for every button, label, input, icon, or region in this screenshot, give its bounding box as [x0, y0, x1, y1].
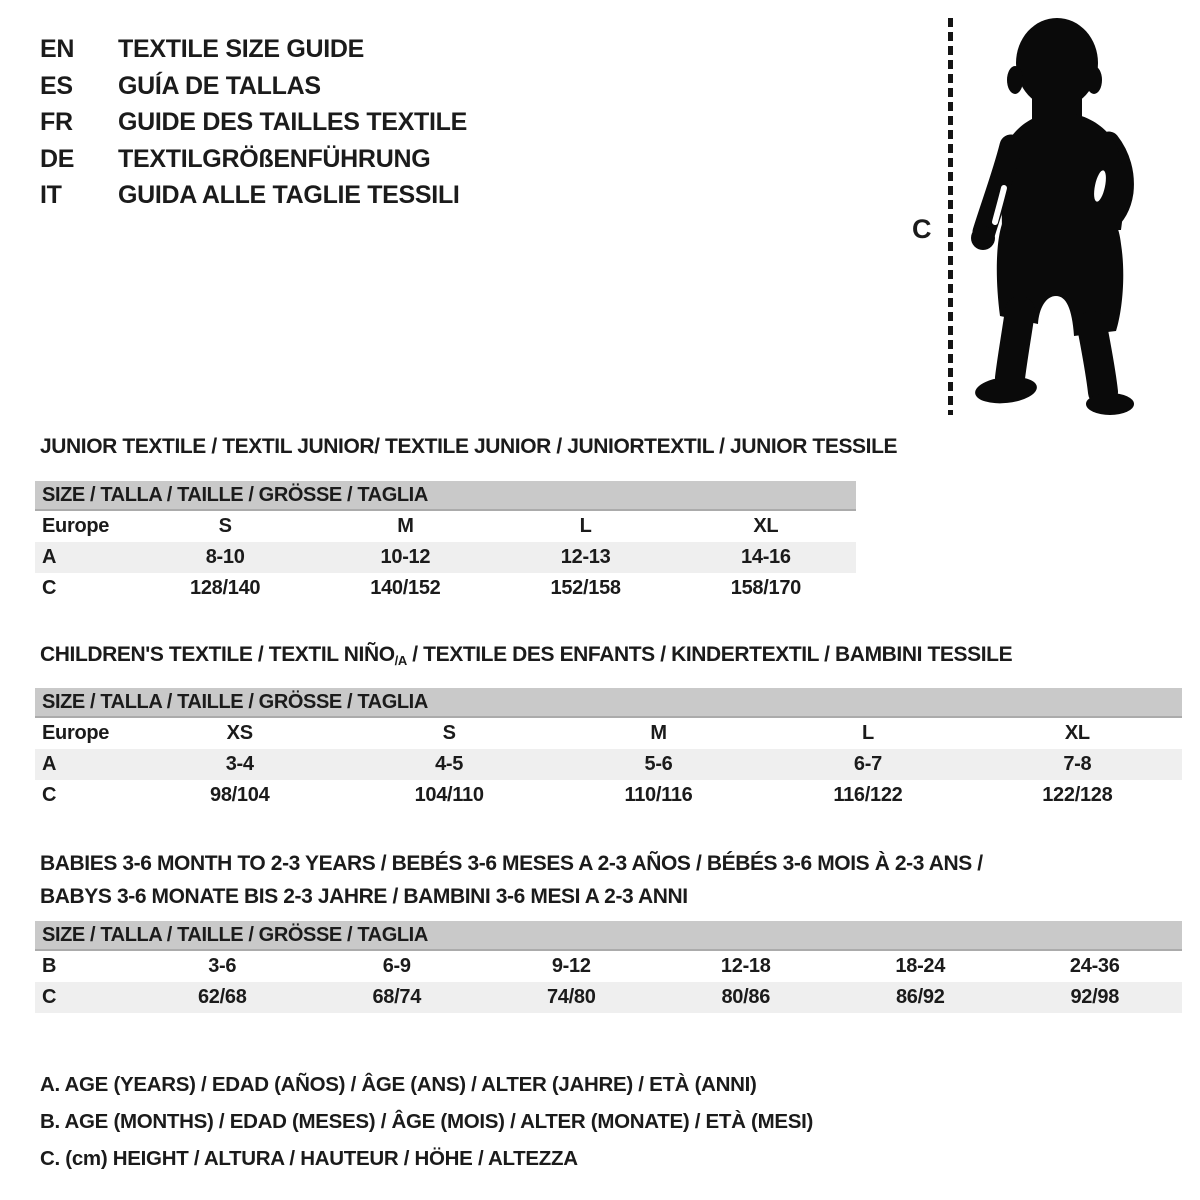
row-label: Europe	[42, 515, 110, 537]
silhouette-left-hand	[971, 226, 995, 250]
table-cell: 158/170	[730, 577, 801, 599]
section-title-line	[40, 430, 897, 463]
section-title-line	[40, 847, 983, 880]
toddler-silhouette	[970, 16, 1135, 420]
title-text: BABIES 3-6 MONTH TO 2-3 YEARS / BEBÉS 3-6 MESES A 2-3 AÑOS / BÉBÉS 3-6 MOIS À 2-3 ANS /	[40, 852, 983, 875]
section-title-junior	[40, 430, 897, 463]
language-code: FR	[40, 108, 73, 136]
title-text: CHILDREN'S TEXTILE / TEXTIL NIÑO	[40, 643, 395, 666]
table-cell: 128/140	[190, 577, 261, 599]
row-label: A	[42, 546, 57, 568]
table-cell: 3-6	[208, 955, 237, 977]
table-cell: 5-6	[644, 753, 673, 775]
title-text: BABYS 3-6 MONATE BIS 2-3 JAHRE / BAMBINI 3-6 MESI A 2-3 ANNI	[40, 885, 688, 908]
silhouette-left-leg	[1010, 311, 1020, 378]
table-cell: 7-8	[1063, 753, 1092, 775]
table-row	[35, 542, 856, 573]
height-measure-dashed-line	[948, 18, 953, 415]
guide-title: TEXTILE SIZE GUIDE	[118, 35, 365, 63]
table-cell: 14-16	[741, 546, 791, 568]
table-cell: 116/122	[833, 784, 903, 806]
table-size-header: SIZE / TALLA / TAILLE / GRÖSSE / TAGLIA	[35, 481, 856, 511]
table-cell: 68/74	[372, 986, 422, 1008]
table-row	[35, 982, 1182, 1013]
table-size-header: SIZE / TALLA / TAILLE / GRÖSSE / TAGLIA	[35, 688, 1182, 718]
table-cell: 62/68	[197, 986, 247, 1008]
legend-line: A. AGE (YEARS) / EDAD (AÑOS) / ÂGE (ANS) / ALTER (JAHRE) / ETÀ (ANNI)	[40, 1073, 757, 1096]
table-cell: 110/116	[624, 784, 693, 806]
table-cell: 122/128	[1042, 784, 1113, 806]
table-cell: 74/80	[546, 986, 596, 1008]
legend-line: C. (cm) HEIGHT / ALTURA / HAUTEUR / HÖHE / ALTEZZA	[40, 1147, 578, 1170]
silhouette-right-ear-icon	[1086, 66, 1102, 94]
table-cell: 9-12	[551, 955, 591, 977]
table-cell: 6-7	[853, 753, 882, 775]
row-label: B	[42, 955, 57, 977]
row-label: C	[42, 986, 57, 1008]
table-cell: S	[442, 722, 456, 744]
table-cell: M	[650, 722, 667, 744]
table-cell: 10-12	[380, 546, 431, 568]
table-row	[35, 951, 1182, 982]
silhouette-right-leg	[1092, 326, 1103, 392]
silhouette-right-foot	[1086, 393, 1134, 415]
table-cell: 18-24	[895, 955, 946, 977]
guide-title: GUÍA DE TALLAS	[118, 71, 321, 100]
table-cell: XL	[1064, 722, 1090, 744]
table-cell: 92/98	[1070, 986, 1120, 1008]
size-table-children	[35, 688, 1182, 811]
silhouette-left-foot	[974, 374, 1038, 406]
row-label: C	[42, 784, 57, 806]
height-dimension-label: C	[912, 214, 931, 244]
table-cell: 152/158	[550, 577, 621, 599]
table-cell: 24-36	[1069, 955, 1120, 977]
section-title-children	[40, 638, 1012, 677]
legend-line: B. AGE (MONTHS) / EDAD (MESES) / ÂGE (MOIS) / ALTER (MONATE) / ETÀ (MESI)	[40, 1110, 814, 1133]
row-label: Europe	[42, 722, 110, 744]
table-cell: 12-18	[720, 955, 771, 977]
row-label: A	[42, 753, 57, 775]
language-code: DE	[40, 144, 75, 173]
table-cell: 80/86	[721, 986, 771, 1008]
row-label: C	[42, 577, 57, 599]
silhouette-left-ear-icon	[1007, 66, 1023, 94]
size-table-junior	[35, 481, 856, 604]
table-cell: XL	[753, 515, 779, 537]
section-title-line	[40, 638, 1012, 677]
table-row	[35, 573, 856, 604]
guide-title: GUIDE DES TAILLES TEXTILE	[118, 108, 468, 136]
table-cell: XS	[226, 722, 253, 744]
section-title-babies	[40, 847, 983, 913]
legend-footnotes	[40, 1066, 813, 1177]
silhouette-torso	[1001, 112, 1124, 230]
section-title-line	[40, 880, 983, 913]
title-text: / TEXTILE DES ENFANTS / KINDERTEXTIL / BAMBINI TESSILE	[406, 643, 1013, 666]
table-cell: 3-4	[225, 753, 254, 775]
guide-title: GUIDA ALLE TAGLIE TESSILI	[118, 181, 460, 209]
table-cell: L	[579, 515, 592, 537]
language-title-list	[40, 31, 467, 214]
guide-title: TEXTILGRÖßENFÜHRUNG	[118, 144, 431, 173]
table-row	[35, 780, 1182, 811]
table-cell: 8-10	[205, 546, 245, 568]
table-cell: 12-13	[560, 546, 611, 568]
table-size-header: SIZE / TALLA / TAILLE / GRÖSSE / TAGLIA	[35, 921, 1182, 951]
table-cell: 104/110	[414, 784, 484, 806]
table-row	[35, 718, 1182, 749]
title-text: JUNIOR TEXTILE / TEXTIL JUNIOR/ TEXTILE JUNIOR / JUNIORTEXTIL / JUNIOR TESSILE	[40, 435, 898, 458]
language-code: ES	[40, 71, 73, 100]
table-cell: 98/104	[210, 784, 270, 806]
table-row	[35, 511, 856, 542]
size-table-babies	[35, 921, 1182, 1013]
table-cell: 4-5	[435, 753, 464, 775]
table-cell: 140/152	[370, 577, 441, 599]
table-cell: S	[218, 515, 232, 537]
table-row	[35, 749, 1182, 780]
title-subscript: /A	[394, 653, 407, 668]
language-code: IT	[40, 181, 62, 209]
table-cell: L	[861, 722, 874, 744]
language-code: EN	[40, 35, 75, 63]
table-cell: 86/92	[895, 986, 945, 1008]
table-cell: M	[397, 515, 414, 537]
table-cell: 6-9	[382, 955, 411, 977]
